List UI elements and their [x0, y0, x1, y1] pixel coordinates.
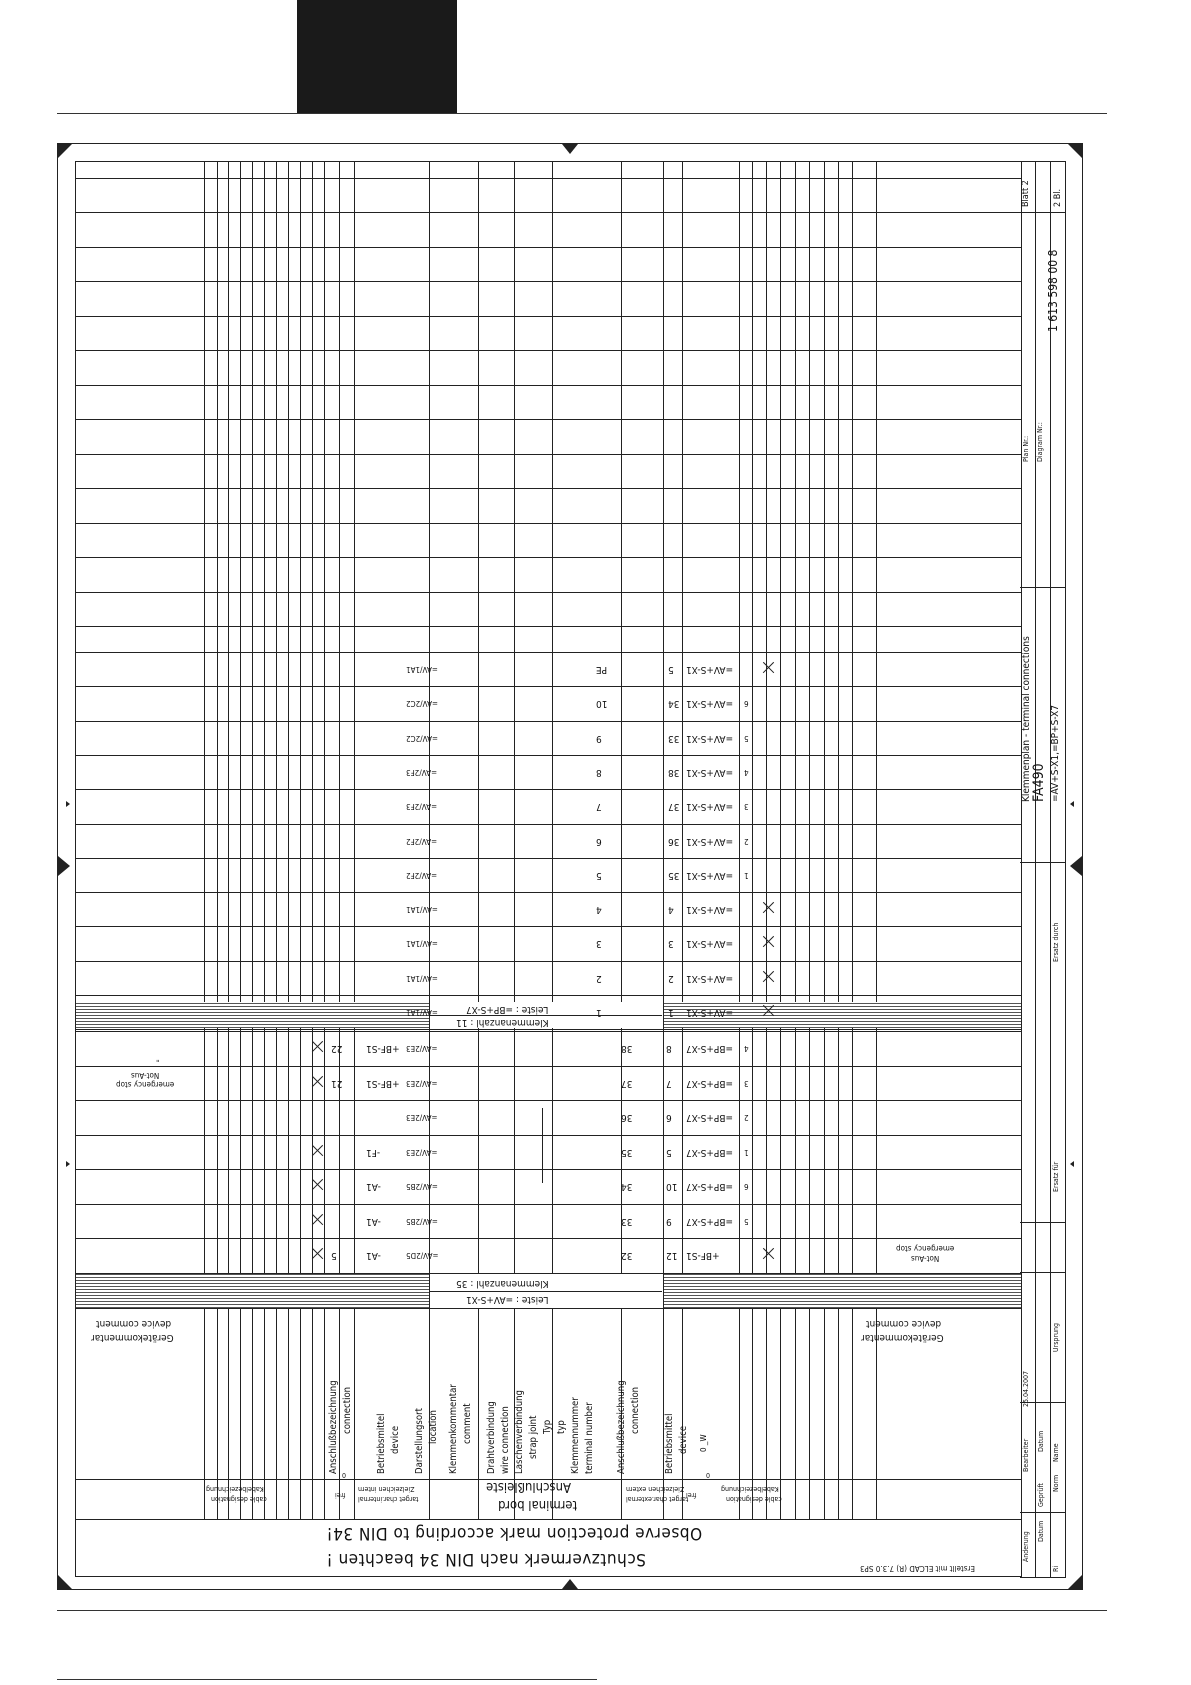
title-line	[1020, 1512, 1065, 1513]
warning-line-1: Schutzvermerk nach DIN 34 beachten !	[326, 1549, 646, 1569]
header-betriebsmittel-r: Betriebsmittel	[664, 1413, 675, 1474]
x-mark	[762, 971, 774, 983]
terminal-number-cell: 6	[596, 835, 602, 847]
connection-cell: 22	[331, 1043, 343, 1054]
strap-joint-line	[542, 1108, 543, 1183]
x-mark	[311, 1076, 323, 1088]
connection-cell: 10	[666, 1181, 678, 1192]
target-cell: 4	[744, 1044, 749, 1053]
connection-cell: 4	[668, 904, 674, 916]
terminal-number-cell: 2	[596, 972, 602, 984]
strip-split	[429, 1291, 662, 1292]
device-cell: =BP+S-X7	[686, 1146, 734, 1158]
device-cell: =AV+S-X1	[686, 972, 734, 984]
connection-cell: 36	[668, 835, 680, 847]
row-line	[76, 1135, 1021, 1136]
title-line	[1035, 162, 1036, 1577]
location-cell: =AV/2E3	[406, 1078, 438, 1088]
header-kabel-right: Kabelbezeichnung	[721, 1485, 779, 1493]
row-line	[76, 1238, 1021, 1239]
strip-x7-name: Leiste : =BP+S-X7	[466, 1004, 549, 1015]
terminal-number-cell: 32	[621, 1250, 633, 1261]
column-line	[354, 162, 355, 1519]
column-line	[264, 162, 265, 1519]
row-line	[76, 419, 1021, 420]
column-line	[663, 162, 664, 1519]
column-line	[339, 162, 340, 1519]
terminal-number-cell: 1	[596, 1007, 602, 1018]
location-cell: =AV/2C2	[406, 699, 438, 709]
header-typ: Typ	[542, 1419, 553, 1434]
device-comment-cell: emergency stop	[896, 1244, 955, 1253]
row-line	[76, 926, 1021, 927]
column-line	[752, 162, 753, 1519]
target-cell: 6	[744, 1182, 749, 1191]
header-zero-right: 0	[706, 1471, 711, 1479]
title-line	[1020, 862, 1065, 863]
row-line	[76, 721, 1021, 722]
header-connection: connection	[342, 1386, 353, 1434]
header-darstellungsort: Darstellungsort	[414, 1408, 425, 1474]
header-betriebsmittel: Betriebsmittel	[376, 1413, 387, 1474]
column-line	[217, 162, 218, 1519]
row-line	[76, 212, 1021, 213]
header-anschluss: Anschlußbezeichnung	[328, 1380, 339, 1474]
row-line	[76, 686, 1021, 687]
row-line	[76, 1204, 1021, 1205]
x-mark	[311, 1041, 323, 1053]
row-line	[76, 1031, 1021, 1032]
header-block	[297, 0, 457, 114]
strip-names: =AV+S-X1,=BP+S-X7	[1050, 705, 1061, 802]
column-line	[240, 162, 241, 1519]
editor-label: Bearbeiter	[1022, 1438, 1030, 1472]
top-rule	[57, 113, 1107, 114]
replaces-label: Ersatz für	[1052, 1161, 1060, 1192]
header-klemmenkommentar: Klemmenkommentar	[448, 1384, 459, 1474]
header-ziel-intern: Zielzeichen intern	[358, 1485, 415, 1493]
header-geraet-left: Gerätekommentar	[91, 1331, 174, 1343]
column-line	[478, 162, 479, 1519]
location-cell: =AV/2F2	[406, 836, 438, 846]
device-cell: =AV+S-X1	[686, 801, 734, 813]
x-mark	[762, 902, 774, 914]
terminal-number-cell: 4	[596, 904, 602, 916]
x-mark	[311, 1145, 323, 1157]
column-line	[780, 162, 781, 1519]
connection-cell: 35	[668, 869, 680, 881]
device-cell: =BP+S-X7	[686, 1181, 734, 1192]
x-mark	[311, 1248, 323, 1260]
header-klemmennummer: Klemmennummer	[570, 1397, 581, 1474]
connection-cell: 5	[666, 1146, 672, 1158]
device-cell: =AV+S-X1	[686, 1007, 734, 1018]
location-cell: =AV/2E3	[406, 1113, 438, 1122]
device-cell: =AV+S-X1	[686, 766, 734, 778]
device-cell: +BF-S1	[366, 1043, 400, 1054]
location-cell: =AV/1A1	[406, 665, 438, 674]
connection-cell: 9	[666, 1215, 672, 1227]
row-line	[76, 789, 1021, 790]
terminal-number-cell: 33	[621, 1215, 633, 1227]
connection-cell: 5	[668, 664, 674, 675]
row-line	[76, 488, 1021, 489]
column-line	[838, 162, 839, 1519]
location-cell: =AV/2F3	[406, 802, 438, 812]
target-cell: 5	[744, 733, 749, 743]
header-location: location	[428, 1410, 439, 1444]
device-comment-cell: emergency stop	[116, 1079, 175, 1089]
target-cell: 3	[744, 1078, 749, 1088]
location-cell: =AV/2E3	[406, 1044, 438, 1053]
diagram-number: 1 613 598 00 8	[1046, 249, 1060, 332]
column-line	[876, 162, 877, 1519]
device-cell: -A1	[366, 1250, 381, 1261]
strip-x1-name: Leiste : =AV+S-X1	[466, 1293, 549, 1305]
terminal-number-cell: 35	[621, 1146, 633, 1158]
terminal-number-cell: PE	[596, 664, 608, 675]
row-line	[76, 755, 1021, 756]
machine-name: FA490	[1031, 763, 1047, 802]
replaced-by-label: Ersatz durch	[1052, 922, 1060, 962]
plan-label: Plan Nr.:	[1022, 435, 1030, 462]
terminal-number-cell: 34	[621, 1181, 633, 1192]
target-cell: 1	[744, 870, 749, 880]
header-wire-connection: wire connection	[500, 1406, 511, 1474]
terminal-number-cell: 38	[621, 1043, 633, 1054]
device-comment-cell: Not-Aus	[911, 1254, 940, 1263]
row-line	[76, 247, 1021, 248]
target-cell: 6	[744, 699, 749, 709]
x-mark	[762, 936, 774, 948]
device-comment-cell: Not-Aus	[131, 1070, 160, 1080]
connection-cell: 3	[668, 938, 674, 950]
connection-cell: 37	[668, 801, 680, 813]
header-frei-left: frei	[335, 1491, 346, 1499]
terminal-table	[75, 161, 1022, 1520]
column-line	[324, 162, 325, 1519]
target-cell: 3	[744, 802, 749, 812]
date-value: 25.04.2007	[1022, 1370, 1030, 1407]
target-cell: 4	[744, 767, 749, 777]
title-line	[1020, 212, 1065, 213]
header-ziel-extern-en: target char.external	[626, 1495, 689, 1503]
column-line	[852, 162, 853, 1519]
connection-cell: 7	[666, 1077, 672, 1089]
header-kabel-left-en: cable designation	[211, 1495, 267, 1503]
header-laschen: Laschenverbindung	[514, 1390, 525, 1474]
row-line	[76, 626, 1021, 627]
target-cell: 5	[744, 1216, 749, 1226]
row-line	[76, 316, 1021, 317]
column-line	[739, 162, 740, 1519]
header-kabel-right-en: cable designation	[726, 1495, 782, 1503]
header-anschlussleiste: Anschlußleiste	[486, 1479, 571, 1494]
column-line	[252, 162, 253, 1519]
column-line	[824, 162, 825, 1519]
device-cell: =BP+S-X7	[686, 1043, 734, 1054]
header-anschluss-r: Anschlußbezeichnung	[616, 1380, 627, 1474]
device-cell: =AV+S-X1	[686, 835, 734, 847]
column-line	[809, 162, 810, 1519]
x-mark	[311, 1214, 323, 1226]
name-label: Name	[1052, 1443, 1060, 1462]
row-line	[76, 961, 1021, 962]
location-cell: =AV/2B5	[406, 1182, 438, 1191]
connection-cell: 21	[331, 1077, 343, 1089]
x-mark	[311, 1179, 323, 1191]
connection-cell: 38	[668, 766, 680, 778]
device-cell: -A1	[366, 1181, 381, 1192]
drawing-title: Klemmenplan - terminal connections	[1021, 636, 1032, 802]
header-connection-r: connection	[630, 1386, 641, 1434]
location-cell: =AV/1A1	[406, 1008, 438, 1017]
location-cell: =AV/1A1	[406, 939, 438, 949]
connection-cell: 1	[668, 1007, 674, 1018]
row-line	[76, 1066, 1021, 1067]
device-cell: =BP+S-X7	[686, 1077, 734, 1089]
title-line	[1020, 1272, 1065, 1273]
location-cell: =AV/2C2	[406, 733, 438, 743]
row-line	[76, 824, 1021, 825]
device-cell: =AV+S-X1	[686, 732, 734, 744]
header-frei-right: frei	[686, 1491, 697, 1499]
column-line	[288, 162, 289, 1519]
terminal-number-cell: 7	[596, 801, 602, 813]
header-device: device	[390, 1425, 401, 1454]
column-line	[300, 162, 301, 1519]
column-line	[795, 162, 796, 1519]
footer-rule	[57, 1679, 597, 1680]
diagram-label: Diagram Nr.:	[1036, 422, 1044, 462]
device-cell: =AV+S-X1	[686, 698, 734, 710]
column-line	[552, 162, 553, 1519]
bottom-rule	[57, 1610, 1107, 1611]
location-cell: =AV/2F3	[406, 767, 438, 777]
warning-line-2: Observe protection mark according to DIN 34!	[326, 1523, 703, 1543]
terminal-number-cell: 3	[596, 938, 602, 950]
column-line	[514, 162, 515, 1519]
drawing-frame	[57, 143, 1083, 1590]
column-line	[228, 162, 229, 1519]
header-terminal-bord: terminal bord	[498, 1497, 578, 1512]
row-line	[76, 454, 1021, 455]
target-cell: 2	[744, 1113, 749, 1122]
column-line	[682, 162, 683, 1519]
row-line	[76, 557, 1021, 558]
target-cell: 1	[744, 1147, 749, 1157]
header-comment: comment	[462, 1403, 473, 1444]
column-line	[204, 162, 205, 1519]
header-kabel-left: Kabelbezeichnung	[206, 1485, 264, 1493]
date2-label: Datum	[1037, 1520, 1045, 1542]
terminal-number-cell: 36	[621, 1112, 633, 1123]
connection-cell: 8	[666, 1043, 672, 1054]
header-zero-w: 0 _W	[699, 1434, 708, 1452]
strip-x1-count: Klemmenanzahl : 35	[456, 1277, 549, 1289]
column-line	[276, 162, 277, 1519]
terminal-number-cell: 10	[596, 698, 608, 710]
row-line	[76, 523, 1021, 524]
connection-cell: 6	[666, 1112, 672, 1123]
date-label: Datum	[1037, 1430, 1045, 1452]
row-line	[76, 858, 1021, 859]
norm-label: Norm	[1052, 1474, 1060, 1492]
device-cell: =AV+S-X1	[686, 904, 734, 916]
terminal-number-cell: 8	[596, 766, 602, 778]
row-line	[76, 592, 1021, 593]
header-drahtverbindung: Drahtverbindung	[486, 1401, 497, 1474]
device-cell: -F1	[366, 1146, 381, 1158]
connection-cell: 2	[668, 972, 674, 984]
column-line	[621, 162, 622, 1519]
connection-cell: 12	[666, 1250, 678, 1261]
header-terminal-number: terminal number	[584, 1402, 595, 1474]
terminal-number-cell: 5	[596, 869, 602, 881]
x-mark	[762, 1248, 774, 1260]
rev-label: Ri	[1052, 1565, 1060, 1572]
column-line	[312, 162, 313, 1519]
row-line	[76, 1169, 1021, 1170]
location-cell: =AV/2D5	[406, 1251, 439, 1260]
row-line	[76, 350, 1021, 351]
x-mark	[762, 1005, 774, 1017]
sheets-count: 2 Bl.	[1053, 188, 1063, 207]
device-cell: =AV+S-X1	[686, 869, 734, 881]
connection-cell: 5	[331, 1250, 337, 1261]
terminal-number-cell: 9	[596, 732, 602, 744]
header-typ-en: typ	[556, 1420, 567, 1434]
device-cell: +BF-S1	[366, 1077, 400, 1089]
title-line	[1020, 1222, 1065, 1223]
device-cell: =AV+S-X1	[686, 664, 734, 675]
device-comment-cell: "	[156, 1053, 160, 1063]
header-zero-left: 0	[342, 1471, 347, 1479]
row-line	[76, 1100, 1021, 1101]
change-label: Änderung	[1022, 1531, 1030, 1562]
device-cell: +BF-S1	[686, 1250, 720, 1261]
target-cell: 2	[744, 836, 749, 846]
row-line	[76, 1308, 1021, 1309]
header-geraet-right: Gerätekommentar	[861, 1331, 944, 1343]
origin-label: Ursprung	[1052, 1322, 1060, 1352]
row-line	[76, 652, 1021, 653]
x-mark	[762, 662, 774, 674]
row-line	[76, 995, 1021, 996]
connection-cell: 34	[668, 698, 680, 710]
title-line	[1020, 587, 1065, 588]
row-line	[76, 385, 1021, 386]
location-cell: =AV/2F2	[406, 870, 438, 880]
device-cell: =BP+S-X7	[686, 1215, 734, 1227]
header-line	[76, 178, 1021, 179]
row-line	[76, 892, 1021, 893]
terminal-number-cell: 37	[621, 1077, 633, 1089]
location-cell: =AV/1A1	[406, 905, 438, 915]
row-line	[76, 281, 1021, 282]
header-geraet-left-en: device comment	[96, 1317, 172, 1329]
generator-note: Erstellt mit ELCAD (R) 7.3.0 SP3	[860, 1564, 976, 1573]
device-cell: =AV+S-X1	[686, 938, 734, 950]
sheet-label: Blatt 2	[1021, 180, 1031, 207]
location-cell: =AV/2E3	[406, 1147, 438, 1157]
column-line	[766, 162, 767, 1519]
strip-x7-count: Klemmenanzahl : 11	[456, 1017, 549, 1028]
header-ziel-extern: Zielzeichen extern	[626, 1485, 685, 1493]
title-line	[1050, 162, 1051, 1577]
header-geraet-right-en: device comment	[866, 1317, 942, 1329]
location-cell: =AV/2B5	[406, 1216, 438, 1226]
checked-label: Geprüft	[1037, 1483, 1045, 1507]
header-ziel-intern-en: target char.internal	[358, 1495, 419, 1503]
header-strap: strap joint	[528, 1415, 539, 1459]
location-cell: =AV/1A1	[406, 973, 438, 983]
header-device-r: device	[678, 1425, 689, 1454]
connection-cell: 33	[668, 732, 680, 744]
device-cell: -A1	[366, 1215, 381, 1227]
row-line	[76, 1029, 1021, 1030]
device-cell: =BP+S-X7	[686, 1112, 734, 1123]
